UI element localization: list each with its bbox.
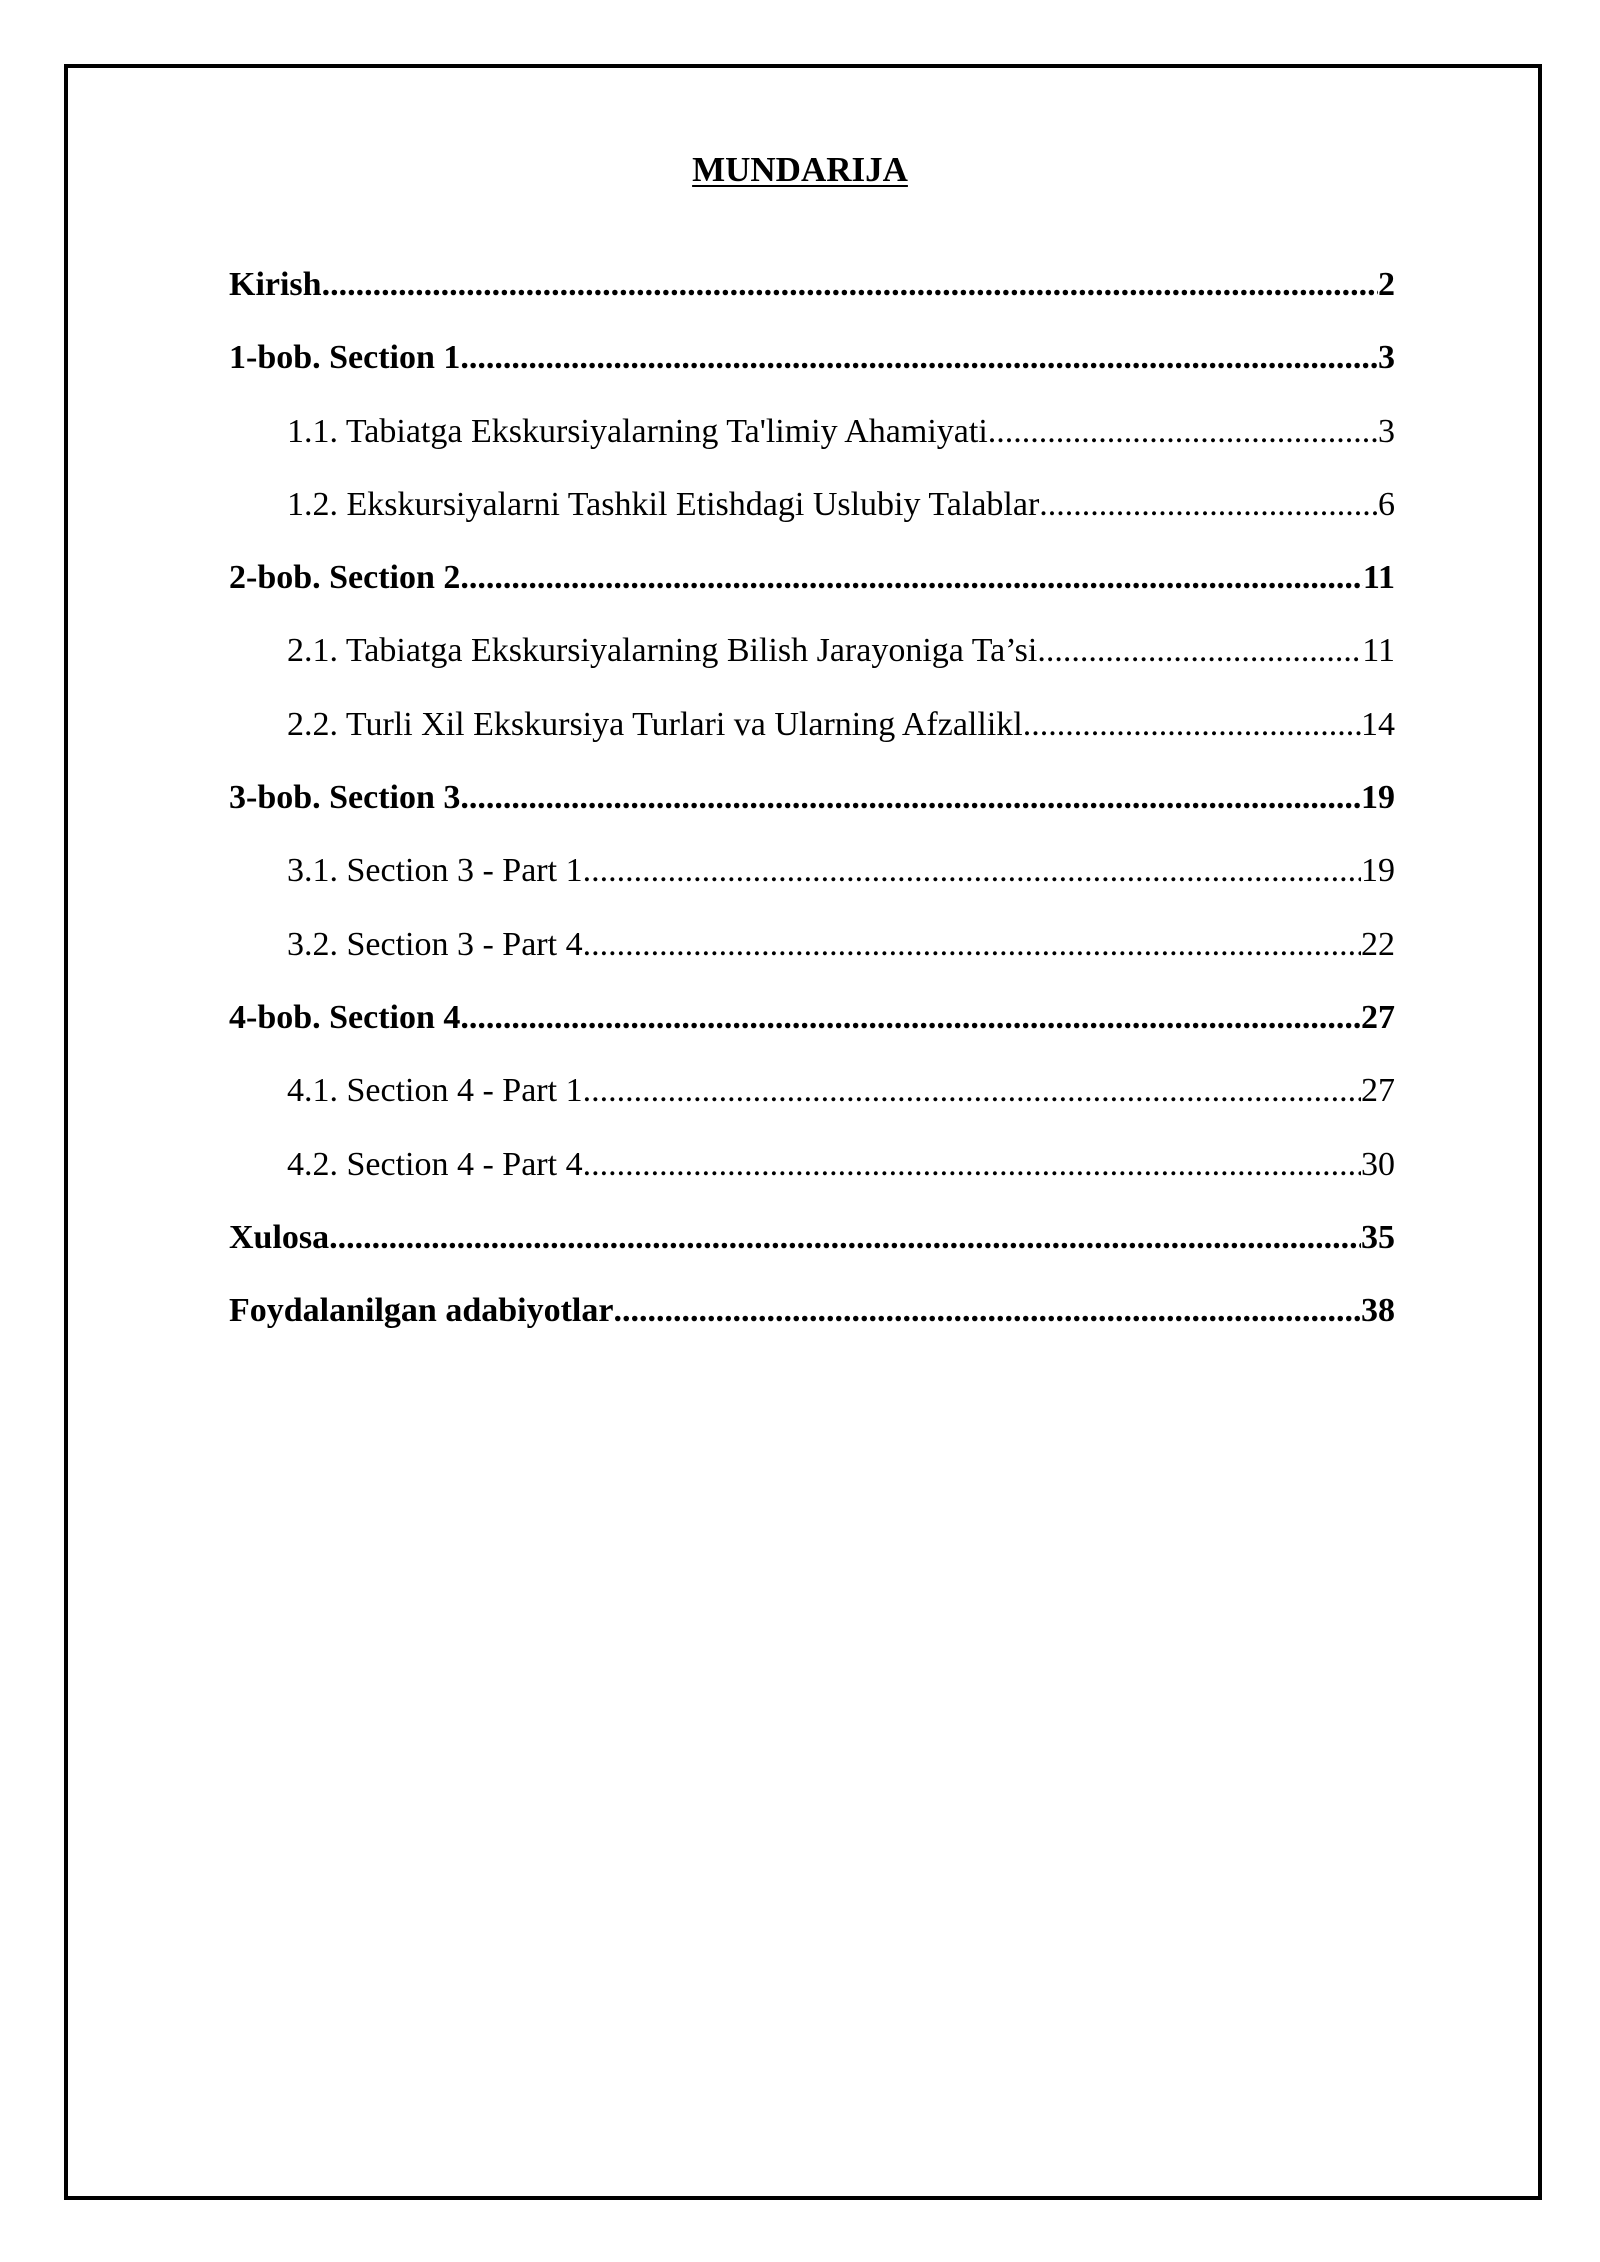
toc-entry[interactable]	[229, 998, 1395, 1074]
toc-entry-page: 2	[1378, 266, 1395, 303]
toc-entry[interactable]	[229, 854, 1395, 927]
toc-entry-label: 1-bob. Section 1	[229, 339, 461, 377]
toc-entry[interactable]	[229, 1074, 1395, 1147]
toc-entry-label: 3-bob. Section 3	[229, 779, 461, 817]
toc-entry-label: 2.1. Tabiatga Ekskursiyalarning Bilish Jarayoniga Ta’si	[287, 632, 1038, 670]
toc-entry-label: 4-bob. Section 4	[229, 998, 461, 1036]
toc-entry-page: 22	[1361, 925, 1395, 963]
toc-entry-page: 30	[1361, 1145, 1395, 1183]
toc-leader-dots	[460, 341, 1378, 375]
toc-leader-dots	[1037, 634, 1362, 668]
toc-entry-label: 1.2. Ekskursiyalarni Tashkil Etishdagi Uslubiy Talablar	[287, 485, 1040, 523]
toc-entry[interactable]	[229, 781, 1395, 854]
toc-leader-dots	[583, 928, 1361, 962]
toc-entry-page: 27	[1361, 998, 1395, 1036]
toc-entry[interactable]	[229, 485, 1395, 561]
toc-leader-dots	[988, 415, 1378, 449]
toc-entry-page: 19	[1361, 852, 1395, 890]
toc-entry-page: 3	[1378, 412, 1395, 450]
toc-entry-page: 11	[1362, 632, 1395, 670]
toc-leader-dots	[460, 1001, 1361, 1035]
toc-leader-dots	[460, 781, 1361, 815]
toc-entry-page: 3	[1378, 339, 1395, 377]
toc-entry-page: 11	[1362, 559, 1395, 597]
toc-title	[0, 152, 1600, 187]
toc-leader-dots	[583, 1148, 1361, 1182]
toc-entry-label: 2-bob. Section 2	[229, 559, 461, 597]
toc-leader-dots	[329, 1221, 1361, 1255]
toc-entry-label: 1.1. Tabiatga Ekskursiyalarning Ta'limiy Ahamiyati	[287, 412, 988, 450]
toc-entry[interactable]	[229, 1218, 1395, 1294]
toc-entry-label: 2.2. Turli Xil Ekskursiya Turlari va Ularning Afzallikl	[287, 705, 1023, 743]
toc-entry[interactable]	[229, 705, 1395, 781]
toc-entry[interactable]	[229, 925, 1395, 1001]
toc-entry-page: 19	[1361, 779, 1395, 817]
toc-entry-page: 6	[1378, 485, 1395, 523]
toc-leader-dots	[583, 854, 1361, 888]
toc-entry[interactable]	[229, 634, 1395, 707]
toc-entry-label: Foydalanilgan adabiyotlar	[229, 1292, 614, 1330]
table-of-contents	[229, 268, 1395, 1367]
toc-leader-dots	[613, 1294, 1361, 1328]
toc-entry[interactable]	[229, 561, 1395, 634]
toc-leader-dots	[583, 1074, 1361, 1108]
toc-leader-dots	[322, 268, 1378, 302]
toc-entry[interactable]	[229, 341, 1395, 414]
toc-entry-label: 3.2. Section 3 - Part 4	[287, 925, 583, 963]
toc-entry-label: Kirish	[229, 266, 322, 303]
toc-entry[interactable]	[229, 268, 1395, 341]
toc-entry-page: 27	[1361, 1072, 1395, 1110]
toc-entry-label: 4.1. Section 4 - Part 1	[287, 1072, 583, 1110]
toc-entry[interactable]	[229, 412, 1395, 488]
toc-entry-label: Xulosa	[229, 1218, 330, 1256]
toc-entry[interactable]	[229, 1145, 1395, 1221]
toc-title-text: MUNDARIJA	[692, 150, 908, 189]
toc-entry-page: 38	[1361, 1292, 1395, 1330]
toc-entry-label: 3.1. Section 3 - Part 1	[287, 852, 583, 890]
toc-entry-page: 14	[1361, 705, 1395, 743]
toc-leader-dots	[1039, 488, 1378, 522]
toc-entry-page: 35	[1361, 1218, 1395, 1256]
toc-leader-dots	[460, 561, 1362, 595]
toc-entry[interactable]	[229, 1294, 1395, 1367]
toc-leader-dots	[1023, 708, 1361, 742]
toc-entry-label: 4.2. Section 4 - Part 4	[287, 1145, 583, 1183]
